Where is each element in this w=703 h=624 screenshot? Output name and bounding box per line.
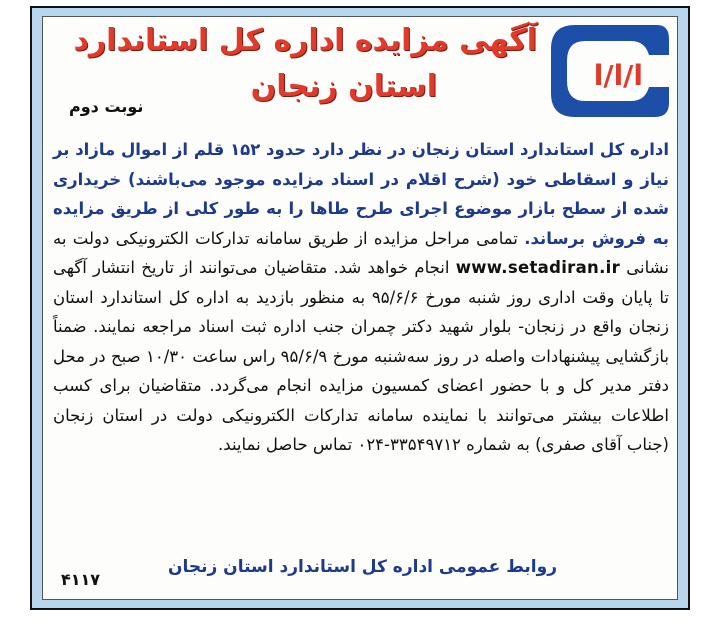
- turn-label: نوبت دوم: [69, 97, 144, 116]
- ad-body-lead: اداره کل استاندارد استان زنجان در نظر دارد حدود ۱۵۲ قلم از اموال مازاد بر نیاز و اسقاطی خود (شرح اقلام در اسناد مزایده موجود می‌باشند) خریداری شده از سطح بازار موضوع اجرای طرح طاها را به طور کلی از طریق مزایده به فروش برساند.: [53, 140, 669, 248]
- website-link[interactable]: www.setadiran.ir: [455, 258, 621, 277]
- ad-panel: [42, 16, 678, 600]
- logo-text: ا/ا/ا: [593, 59, 643, 92]
- ad-body-part2: انجام خواهد شد. متقاضیان می‌توانند از تاریخ انتشار آگهی تا پایان وقت اداری روز شنبه مورخ ۹۵/۶/۶ به منظور بازدید به اداره کل استاندارد استان زنجان واقع در زنجان- بلوار شهید دکتر چمران جنب اداره ثبت اسناد مراجعه نمایند. ضمناً بازگشایی پیشنهادات واصله در روز سه‌شنبه مورخ ۹۵/۶/۹ راس ساعت ۱۰/۳۰ صبح در محل دفتر مدیر کل و با حضور اعضای کمسیون مزایده انجام می‌گردد. متقاضیان برای کسب اطلاعات بیشتر می‌توانند با نماینده سامانه تدارکات الکترونیکی دولت در استان زنجان (جناب آقای صفری) به شماره ۳۳۵۴۹۷۱۲-۰۲۴ تماس حاصل نمایند.: [53, 258, 670, 454]
- ad-signature: روابط عمومی اداره کل استاندارد استان زنجان: [167, 557, 557, 577]
- ad-frame: [30, 6, 690, 610]
- ad-body: [53, 135, 669, 460]
- ad-code: ۴۱۱۷: [61, 570, 101, 589]
- standard-logo: [545, 21, 673, 119]
- ad-title-line2: استان زنجان: [250, 69, 437, 104]
- ad-title-line1: آگهی مزایده اداره کل استاندارد: [73, 23, 537, 58]
- ad-body-part1: تمامی مراحل مزایده از طریق سامانه تدارکات الکترونیکی دولت به نشانی: [53, 228, 669, 277]
